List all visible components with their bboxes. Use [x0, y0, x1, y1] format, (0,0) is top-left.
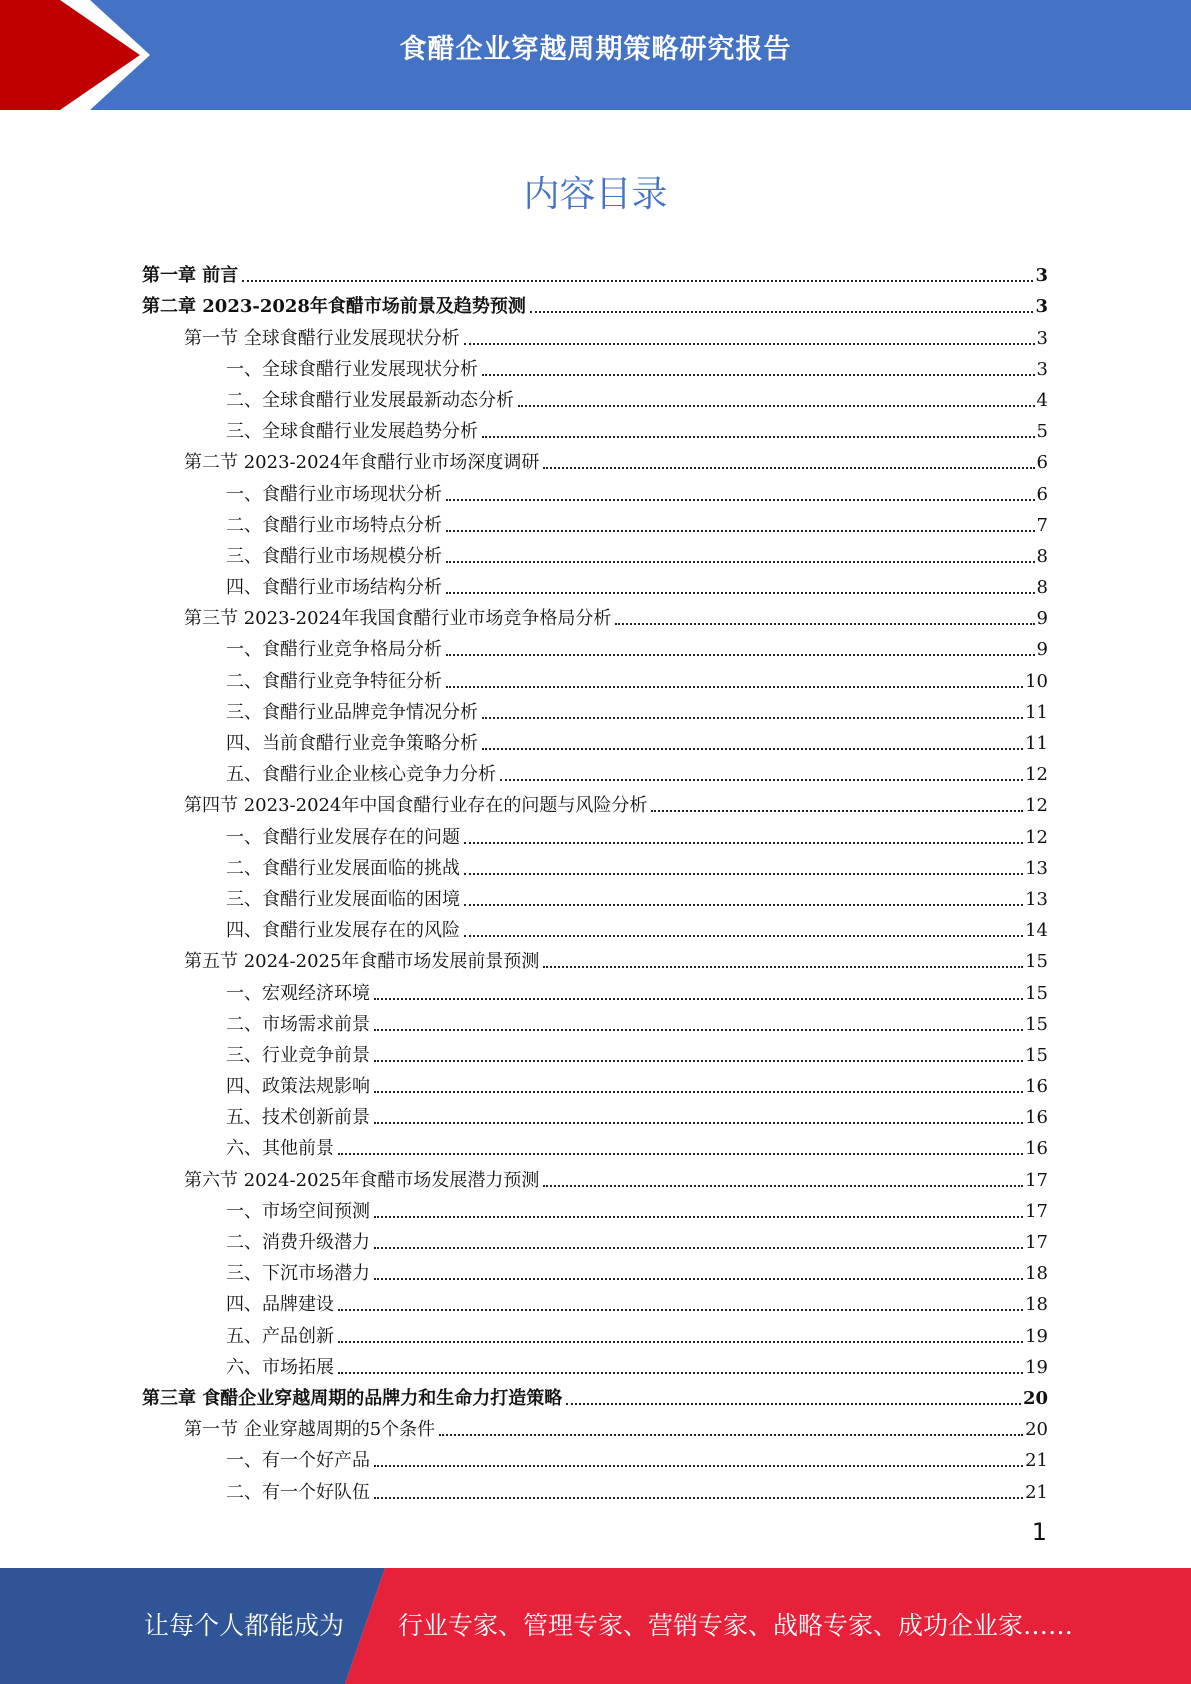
toc-entry-title: 一、宏观经济环境: [226, 982, 370, 1004]
toc-entry-title: 一、食醋行业竞争格局分析: [226, 639, 442, 661]
toc-entry-page: 15: [1025, 951, 1048, 973]
toc-entry[interactable]: [142, 474, 1048, 505]
toc-entry-page: 10: [1025, 670, 1048, 692]
toc-entry[interactable]: [142, 256, 1048, 287]
toc-entry-page: 21: [1025, 1450, 1048, 1472]
toc-dot-leader: [464, 934, 1023, 937]
toc-entry-page: 15: [1025, 982, 1048, 1004]
toc-dot-leader: [374, 1215, 1023, 1218]
toc-dot-leader: [464, 342, 1035, 345]
toc-dot-leader: [482, 747, 1023, 750]
toc-dot-leader: [530, 310, 1034, 313]
toc-dot-leader: [482, 435, 1035, 438]
toc-entry[interactable]: [142, 1160, 1048, 1191]
toc-dot-leader: [374, 1059, 1023, 1062]
toc-entry[interactable]: [142, 1410, 1048, 1441]
toc-dot-leader: [482, 373, 1035, 376]
toc-entry-page: 8: [1036, 577, 1048, 599]
toc-entry[interactable]: [142, 1285, 1048, 1316]
toc-entry-title: 第六节 2024-2025年食醋市场发展潜力预测: [184, 1169, 540, 1191]
toc-entry-title: 六、其他前景: [226, 1138, 334, 1160]
toc-entry-page: 6: [1036, 452, 1048, 474]
toc-entry-page: 7: [1036, 514, 1048, 536]
toc-entry-page: 13: [1025, 857, 1048, 879]
toc-entry[interactable]: [142, 880, 1048, 911]
toc-entry-page: 3: [1036, 358, 1048, 380]
toc-entry-title: 四、政策法规影响: [226, 1076, 370, 1098]
toc-dot-leader: [651, 809, 1023, 812]
toc-entry[interactable]: [142, 1316, 1048, 1347]
toc-dot-leader: [446, 685, 1023, 688]
toc-dot-leader: [446, 653, 1035, 656]
table-of-contents: [142, 256, 1048, 1504]
toc-entry[interactable]: [142, 568, 1048, 599]
toc-entry-page: 16: [1025, 1138, 1048, 1160]
toc-entry-page: 17: [1025, 1232, 1048, 1253]
page-number: 1: [1031, 1518, 1047, 1546]
toc-entry[interactable]: [142, 443, 1048, 474]
toc-entry-title: 四、食醋行业市场结构分析: [226, 577, 442, 599]
toc-entry[interactable]: [142, 1348, 1048, 1379]
toc-dot-leader: [566, 1402, 1021, 1405]
toc-entry-title: 二、消费升级潜力: [226, 1232, 370, 1253]
toc-entry-title: 二、食醋行业竞争特征分析: [226, 670, 442, 692]
toc-entry[interactable]: [142, 1129, 1048, 1160]
toc-entry-page: 20: [1025, 1419, 1048, 1441]
page-footer: [0, 1568, 1191, 1684]
toc-entry[interactable]: [142, 506, 1048, 537]
toc-entry-page: 6: [1036, 483, 1048, 505]
toc-entry-page: 3: [1035, 265, 1048, 287]
toc-dot-leader: [242, 279, 1033, 282]
toc-entry-page: 19: [1025, 1325, 1048, 1347]
toc-entry-title: 二、食醋行业发展面临的挑战: [226, 857, 460, 879]
toc-entry-page: 12: [1025, 795, 1048, 817]
toc-entry-title: 四、当前食醋行业竞争策略分析: [226, 733, 478, 754]
toc-entry[interactable]: [142, 724, 1048, 755]
toc-entry[interactable]: [142, 693, 1048, 724]
toc-entry-title: 一、食醋行业市场现状分析: [226, 483, 442, 505]
toc-entry-title: 第一节 全球食醋行业发展现状分析: [184, 327, 460, 349]
toc-entry-title: 第三章 食醋企业穿越周期的品牌力和生命力打造策略: [142, 1387, 563, 1409]
toc-entry[interactable]: [142, 911, 1048, 942]
toc-entry-page: 18: [1025, 1294, 1048, 1316]
toc-entry-title: 二、全球食醋行业发展最新动态分析: [226, 389, 514, 411]
toc-entry-page: 20: [1022, 1387, 1048, 1409]
toc-entry[interactable]: [142, 287, 1048, 318]
toc-entry-title: 第二章 2023-2028年食醋市场前景及趋势预测: [142, 296, 526, 318]
toc-dot-leader: [464, 903, 1023, 906]
report-title: 食醋企业穿越周期策略研究报告: [399, 34, 792, 65]
toc-entry[interactable]: [142, 1067, 1048, 1098]
toc-entry[interactable]: [142, 381, 1048, 412]
footer-slogan-right: 行业专家、管理专家、营销专家、战略专家、成功企业家……: [398, 1611, 1074, 1640]
toc-entry-title: 五、食醋行业企业核心竞争力分析: [226, 764, 496, 786]
toc-entry-title: 一、全球食醋行业发展现状分析: [226, 358, 478, 380]
toc-dot-leader: [446, 591, 1035, 594]
toc-entry-page: 11: [1025, 733, 1048, 754]
toc-entry-page: 18: [1025, 1263, 1048, 1285]
toc-heading: 内容目录: [523, 174, 668, 215]
toc-entry-page: 17: [1025, 1200, 1048, 1222]
toc-entry-title: 一、市场空间预测: [226, 1200, 370, 1222]
toc-entry-title: 三、食醋行业发展面临的困境: [226, 888, 460, 910]
toc-dot-leader: [543, 466, 1034, 469]
toc-entry-page: 8: [1036, 545, 1048, 567]
toc-entry-title: 四、品牌建设: [226, 1294, 334, 1316]
toc-dot-leader: [482, 716, 1023, 719]
toc-entry-page: 3: [1036, 327, 1048, 349]
toc-dot-leader: [374, 1028, 1023, 1031]
toc-entry-page: 14: [1025, 920, 1048, 942]
toc-dot-leader: [374, 1121, 1023, 1124]
toc-entry-title: 二、有一个好队伍: [226, 1481, 370, 1503]
toc-entry-title: 第一章 前言: [142, 265, 239, 287]
toc-dot-leader: [374, 1246, 1023, 1249]
toc-entry[interactable]: [142, 1379, 1048, 1410]
toc-entry-page: 21: [1025, 1481, 1048, 1503]
toc-entry[interactable]: [142, 1254, 1048, 1285]
toc-dot-leader: [439, 1433, 1023, 1436]
toc-entry[interactable]: [142, 661, 1048, 692]
toc-entry-page: 15: [1025, 1044, 1048, 1066]
toc-entry[interactable]: [142, 786, 1048, 817]
toc-entry-page: 3: [1035, 296, 1048, 318]
toc-entry-page: 13: [1025, 888, 1048, 910]
toc-entry[interactable]: [142, 755, 1048, 786]
toc-entry[interactable]: [142, 942, 1048, 973]
toc-entry[interactable]: [142, 1036, 1048, 1067]
toc-entry-title: 五、产品创新: [226, 1325, 334, 1347]
toc-entry-title: 第五节 2024-2025年食醋市场发展前景预测: [184, 951, 540, 973]
page-header: [0, 0, 1191, 110]
toc-entry-title: 二、食醋行业市场特点分析: [226, 514, 442, 536]
toc-entry-page: 11: [1025, 701, 1048, 723]
toc-entry[interactable]: [142, 1223, 1048, 1254]
toc-dot-leader: [464, 872, 1023, 875]
toc-entry-page: 15: [1025, 1013, 1048, 1035]
toc-entry[interactable]: [142, 817, 1048, 848]
toc-entry-page: 16: [1025, 1076, 1048, 1098]
toc-entry-title: 三、食醋行业品牌竞争情况分析: [226, 701, 478, 723]
toc-entry-title: 三、行业竞争前景: [226, 1044, 370, 1066]
toc-dot-leader: [338, 1340, 1023, 1343]
toc-entry[interactable]: [142, 412, 1048, 443]
toc-entry[interactable]: [142, 1192, 1048, 1223]
toc-dot-leader: [374, 1277, 1023, 1280]
toc-entry[interactable]: [142, 599, 1048, 630]
toc-entry-title: 二、市场需求前景: [226, 1013, 370, 1035]
toc-entry[interactable]: [142, 537, 1048, 568]
toc-dot-leader: [446, 529, 1035, 532]
toc-entry[interactable]: [142, 849, 1048, 880]
toc-entry-page: 9: [1036, 608, 1048, 630]
toc-entry-page: 4: [1036, 389, 1048, 411]
toc-dot-leader: [374, 1464, 1023, 1467]
toc-dot-leader: [374, 1496, 1023, 1499]
toc-entry[interactable]: [142, 1441, 1048, 1472]
toc-entry-title: 一、食醋行业发展存在的问题: [226, 826, 460, 848]
toc-entry-title: 一、有一个好产品: [226, 1450, 370, 1472]
toc-entry-page: 19: [1025, 1356, 1048, 1378]
toc-entry[interactable]: [142, 973, 1048, 1004]
toc-entry-title: 四、食醋行业发展存在的风险: [226, 920, 460, 942]
toc-entry-title: 六、市场拓展: [226, 1356, 334, 1378]
toc-entry-title: 五、技术创新前景: [226, 1107, 370, 1129]
toc-dot-leader: [543, 1184, 1023, 1187]
toc-dot-leader: [543, 965, 1023, 968]
toc-dot-leader: [464, 841, 1023, 844]
toc-entry-page: 12: [1025, 764, 1048, 786]
toc-dot-leader: [446, 560, 1035, 563]
toc-entry[interactable]: [142, 1472, 1048, 1503]
toc-dot-leader: [374, 1090, 1023, 1093]
toc-entry[interactable]: [142, 1005, 1048, 1036]
toc-entry[interactable]: [142, 1098, 1048, 1129]
toc-entry-page: 17: [1025, 1169, 1048, 1191]
toc-entry-title: 三、下沉市场潜力: [226, 1263, 370, 1285]
toc-dot-leader: [518, 404, 1035, 407]
toc-dot-leader: [615, 622, 1034, 625]
toc-entry-title: 第二节 2023-2024年食醋行业市场深度调研: [184, 452, 540, 474]
footer-slogan-left: 让每个人都能成为: [144, 1611, 345, 1640]
toc-entry-page: 16: [1025, 1107, 1048, 1129]
toc-entry-page: 12: [1025, 826, 1048, 848]
toc-entry[interactable]: [142, 630, 1048, 661]
toc-entry-title: 第一节 企业穿越周期的5个条件: [184, 1419, 436, 1441]
toc-entry-title: 第四节 2023-2024年中国食醋行业存在的问题与风险分析: [184, 795, 648, 817]
toc-entry-page: 9: [1036, 639, 1048, 661]
toc-dot-leader: [338, 1371, 1023, 1374]
toc-dot-leader: [500, 778, 1023, 781]
toc-entry[interactable]: [142, 350, 1048, 381]
toc-entry-page: 5: [1036, 421, 1048, 443]
toc-entry[interactable]: [142, 318, 1048, 349]
toc-entry-title: 第三节 2023-2024年我国食醋行业市场竞争格局分析: [184, 608, 612, 630]
toc-dot-leader: [338, 1152, 1023, 1155]
toc-dot-leader: [374, 997, 1023, 1000]
toc-entry-title: 三、食醋行业市场规模分析: [226, 545, 442, 567]
toc-dot-leader: [446, 498, 1035, 501]
toc-entry-title: 三、全球食醋行业发展趋势分析: [226, 421, 478, 443]
toc-dot-leader: [338, 1308, 1023, 1311]
